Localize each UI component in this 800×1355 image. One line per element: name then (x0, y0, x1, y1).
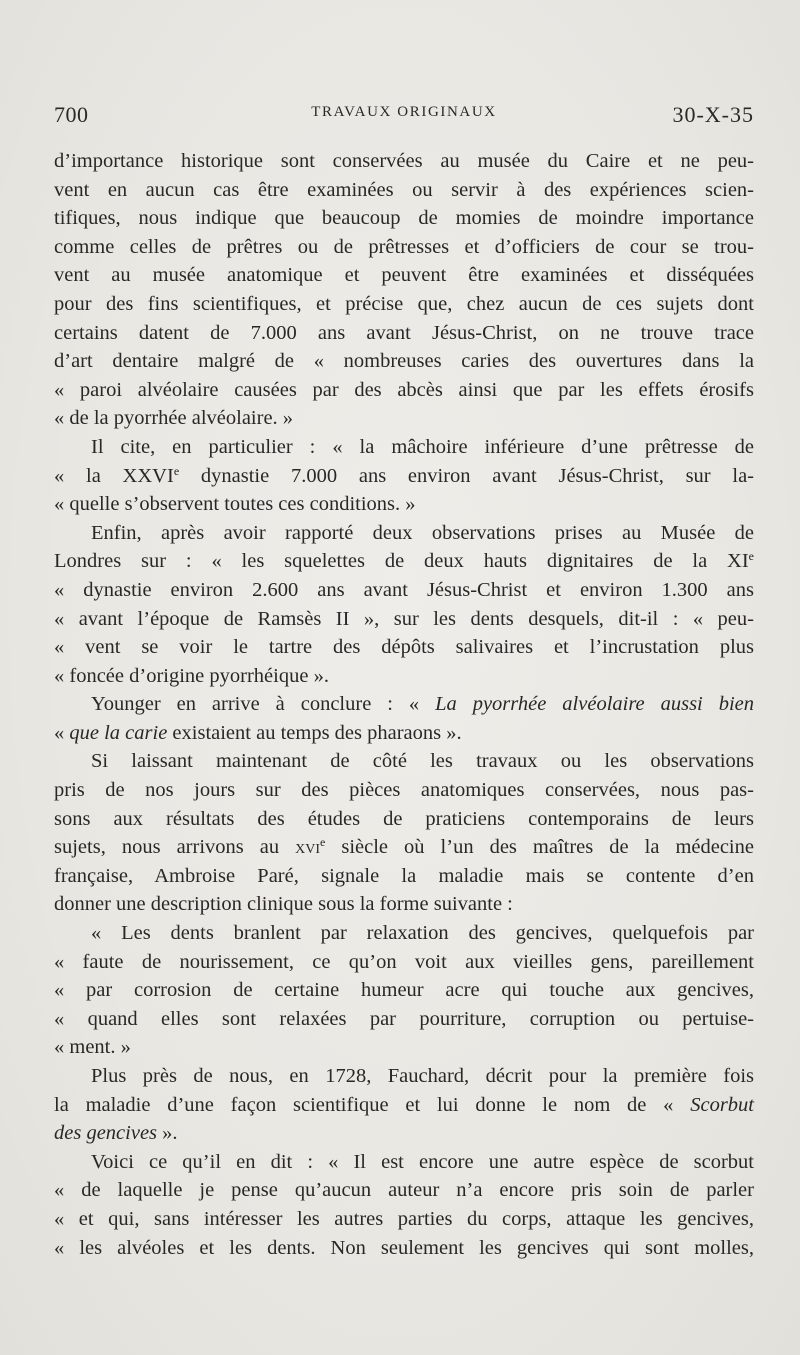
text-line: « ment. » (54, 1036, 131, 1059)
text-line: « par corrosion de certaine humeur acre qui touche aux gencives, (54, 979, 754, 1002)
page-number: 700 (54, 102, 89, 127)
text-line: pris de nos jours sur des pièces anatomiques conservées, nous pas- (54, 779, 754, 802)
text-line: « quand elles sont relaxées par pourriture, corruption ou pertuise- (54, 1007, 754, 1030)
text-line: Londres sur : « les squelettes de deux hauts dignitaires de la XIe (54, 549, 754, 573)
text-line: d’importance historique sont conservées au musée du Caire et ne peu- (54, 150, 754, 172)
text-line: sons aux résultats des études de praticiens contemporains de leurs (54, 807, 754, 830)
text-line: vent au musée anatomique et peuvent être examinées et disséquées (54, 264, 754, 287)
text-line: « dynastie environ 2.600 ans avant Jésus-Christ et environ 1.300 ans (54, 578, 754, 601)
text-line: « foncée d’origine pyorrhéique ». (54, 664, 329, 687)
text-line: comme celles de prêtres ou de prêtresses et d’officiers de cour se trou- (54, 235, 754, 258)
header-date: 30-X-35 (672, 102, 754, 127)
text-line: « avant l’époque de Ramsès II », sur les dents desquels, dit-il : « peu- (54, 607, 754, 630)
text-line: d’art dentaire malgré de « nombreuses caries des ouvertures dans la (54, 350, 754, 373)
body-text (54, 147, 754, 1262)
text-line: pour des fins scientifiques, et précise que, chez aucun de ces sujets dont (54, 292, 754, 315)
text-line: Voici ce qu’il en dit : « Il est encore une autre espèce de scorbut (91, 1150, 754, 1173)
text-line: française, Ambroise Paré, signale la maladie mais se contente d’en (54, 864, 754, 887)
text-line: Il cite, en particulier : « la mâchoire inférieure d’une prêtresse de (91, 435, 754, 458)
text-line: Plus près de nous, en 1728, Fauchard, décrit pour la première fois (91, 1065, 754, 1087)
text-line: « de la pyorrhée alvéolaire. » (54, 407, 294, 430)
text-line: « les alvéoles et les dents. Non seulement les gencives qui sont molles, (54, 1236, 754, 1259)
text-line: « de laquelle je pense qu’aucun auteur n’a encore pris soin de parler (54, 1179, 754, 1202)
running-header (54, 102, 754, 132)
text-line: vent en aucun cas être examinées ou servir à des expériences scien- (54, 178, 754, 201)
text-line: « paroi alvéolaire causées par des abcès ainsi que par les effets érosifs (54, 378, 754, 401)
text-line: « que la carie existaient au temps des pharaons ». (54, 721, 462, 744)
text-line: la maladie d’une façon scientifique et lui donne le nom de « Scorbut (54, 1093, 754, 1116)
text-line: « Les dents branlent par relaxation des gencives, quelquefois par (91, 922, 754, 945)
text-line: donner une description clinique sous la forme suivante : (54, 893, 513, 916)
text-line: des gencives ». (54, 1122, 178, 1145)
running-title: TRAVAUX ORIGINAUX (311, 104, 497, 120)
text-line: certains datent de 7.000 ans avant Jésus-Christ, on ne trouve trace (54, 321, 754, 344)
text-line: « vent se voir le tartre des dépôts salivaires et l’incrustation plus (54, 636, 754, 659)
text-line: Si laissant maintenant de côté les travaux ou les observations (91, 750, 754, 773)
text-line: tifiques, nous indique que beaucoup de momies de moindre importance (54, 207, 754, 230)
text-line: sujets, nous arrivons au xvi$^e$ siècle où l’un des maîtres de la médecine (54, 835, 754, 859)
text-line: Enfin, après avoir rapporté deux observations prises au Musée de (91, 521, 754, 544)
text-line: « et qui, sans intéresser les autres parties du corps, attaque les gencives, (54, 1207, 754, 1230)
text-line: « la XXVIe dynastie 7.000 ans environ avant Jésus-Christ, sur la- (54, 463, 755, 487)
text-line: Younger en arrive à conclure : « La pyorrhée alvéolaire aussi bien (91, 693, 754, 716)
text-line: « quelle s’observent toutes ces conditions. » (54, 493, 416, 516)
text-line: « faute de nourissement, ce qu’on voit aux vieilles gens, pareillement (54, 950, 754, 973)
